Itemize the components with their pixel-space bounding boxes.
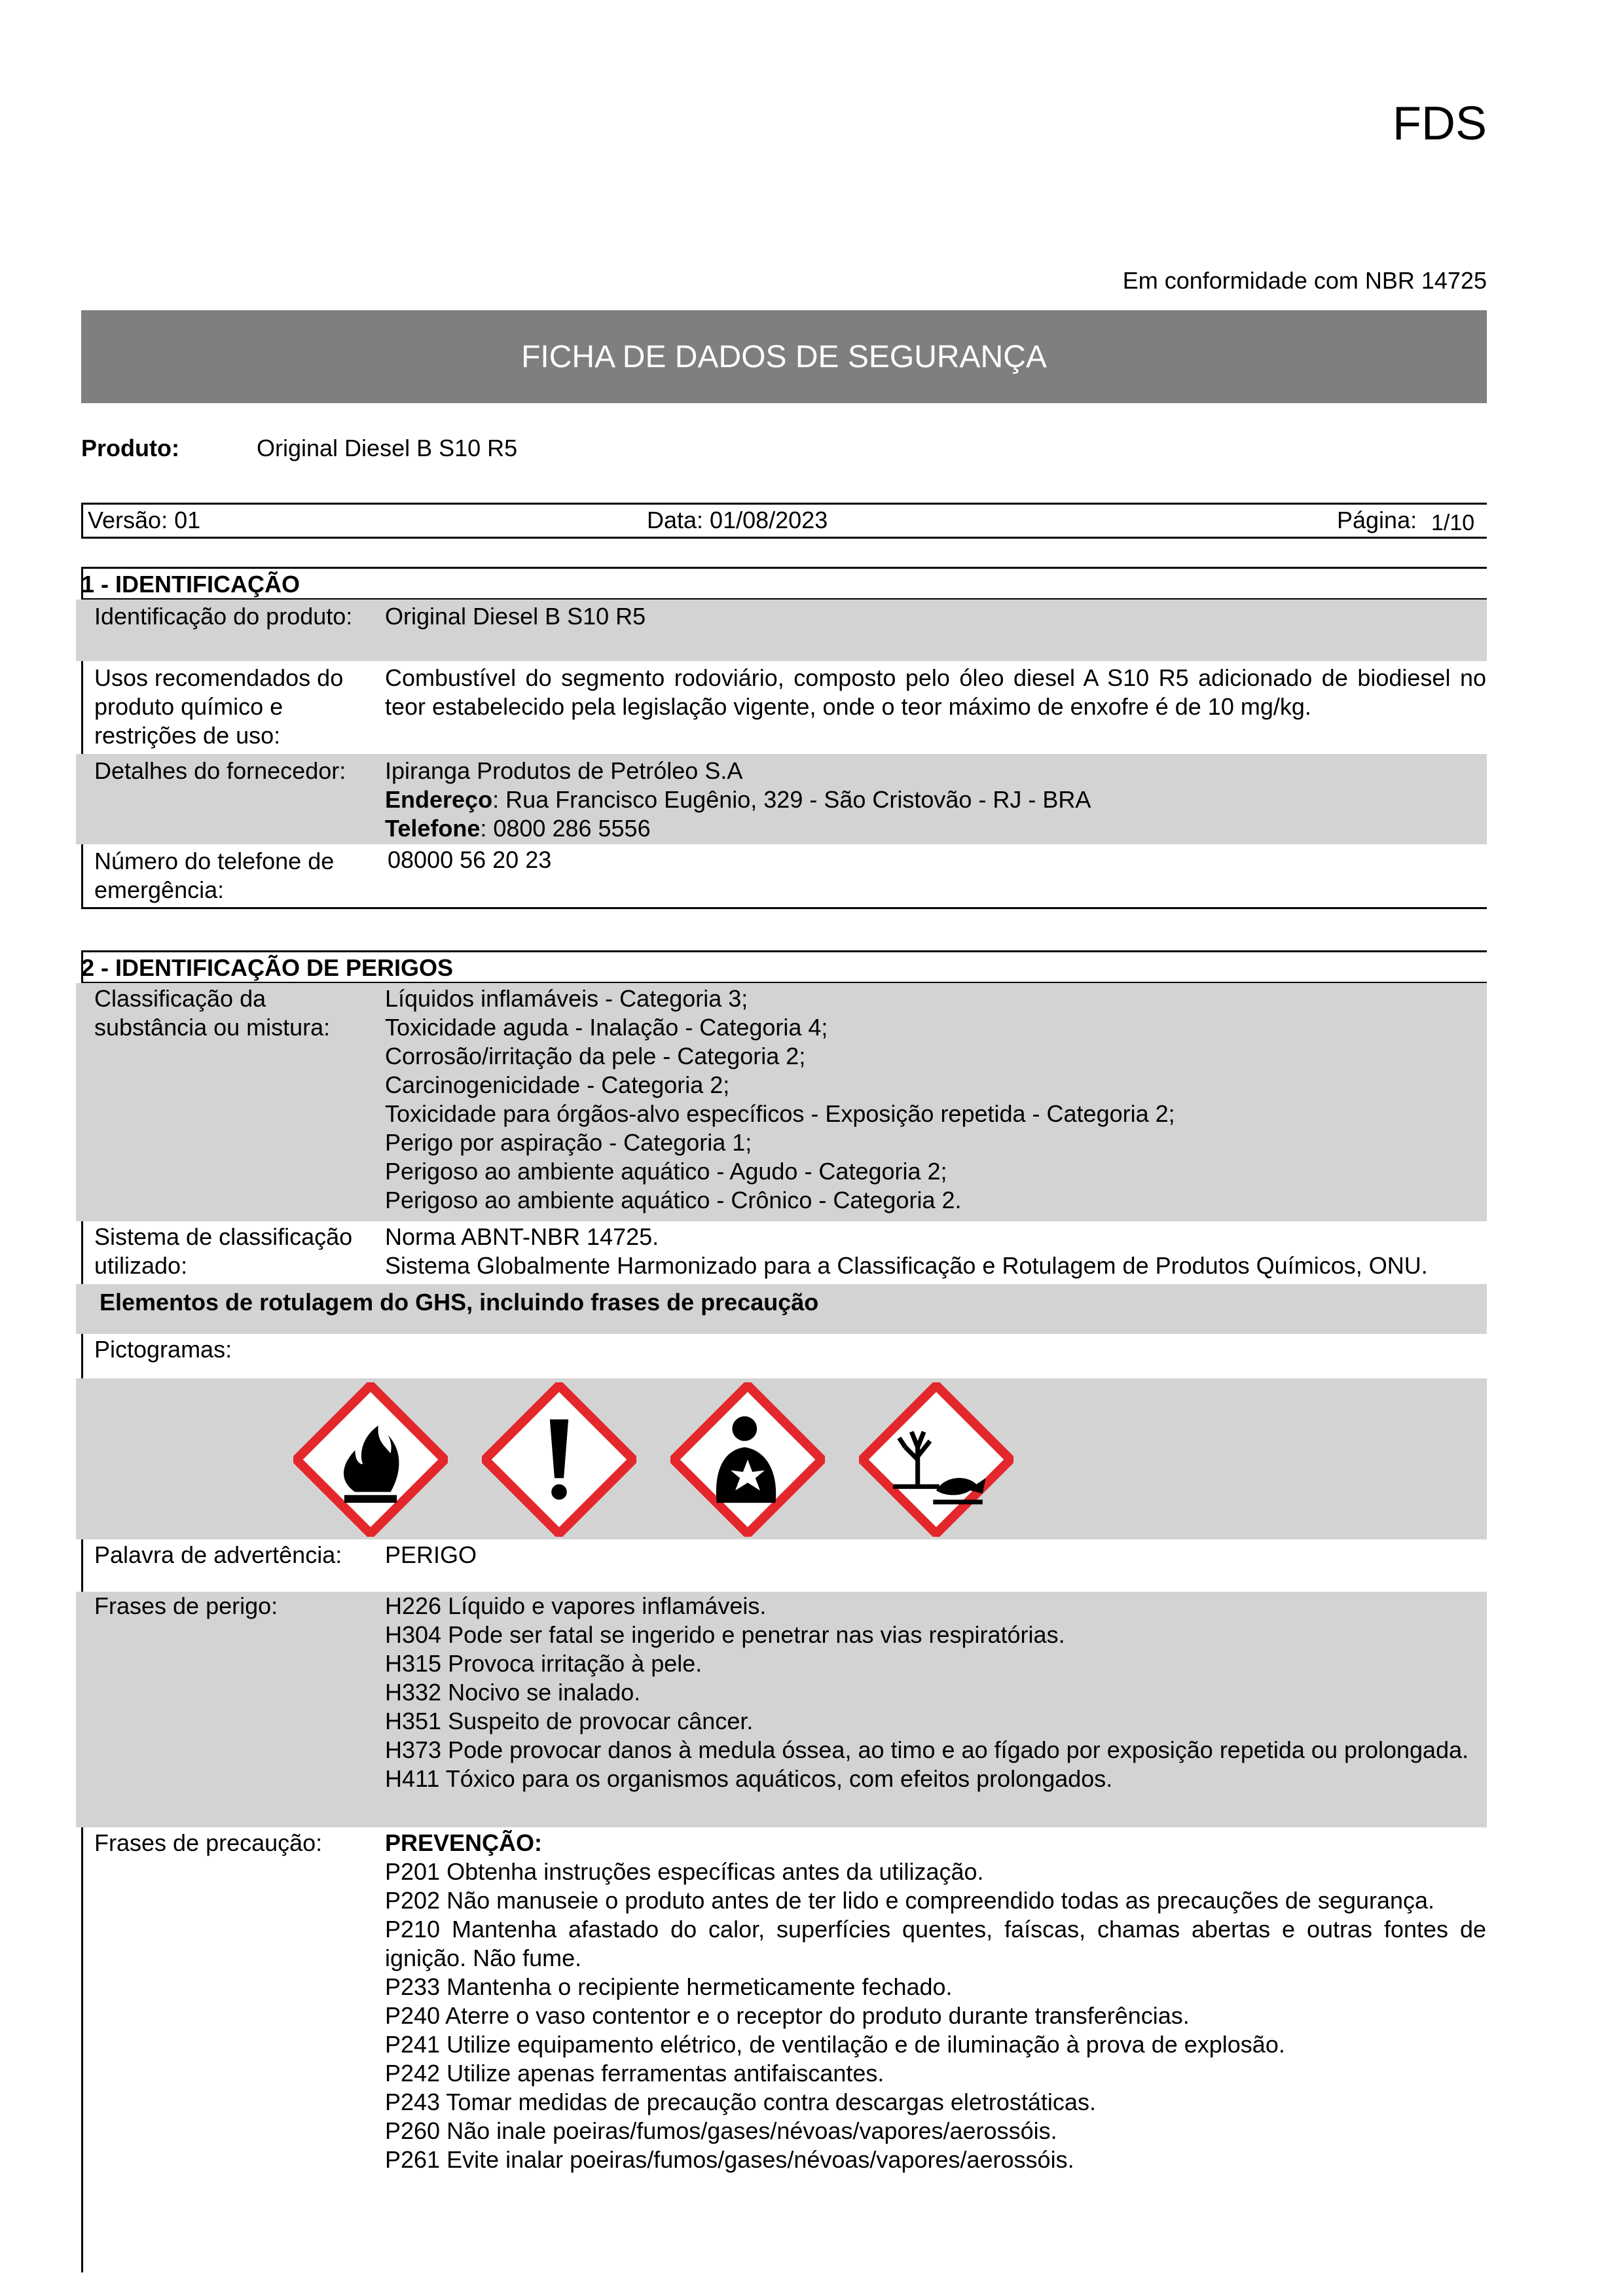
section1-top-rule [81, 567, 1487, 569]
classification-item: Toxicidade aguda - Inalação - Categoria 4; [385, 1014, 828, 1041]
hazard-statement: H226 Líquido e vapores inflamáveis. [385, 1592, 767, 1619]
precautionary-statement: P233 Mantenha o recipiente hermeticamente fechado. [385, 1973, 953, 2000]
emergency-label: Número do telefone de emergência: [94, 848, 335, 903]
uses-value: Combustível do segmento rodoviário, composto pelo óleo diesel A S10 R5 adicionado de biodiesel no teor estabelecido pela legislação vigente, onde o teor máximo de enxofre é de 10 mg/kg. [385, 664, 1486, 720]
phone-label: Telefone [385, 815, 481, 842]
precautionary-statement: P261 Evite inalar poeiras/fumos/gases/névoas/vapores/aerossóis. [385, 2146, 1074, 2173]
system-label: Sistema de classificação utilizado: [94, 1223, 353, 1279]
precautionary-statement: P242 Utilize apenas ferramentas antifaiscantes. [385, 2060, 884, 2087]
uses-label: Usos recomendados do produto químico e restrições de uso: [94, 664, 344, 749]
precautionary-statement: P210 Mantenha afastado do calor, superfícies quentes, faíscas, chamas abertas e outras fontes de ignição. Não fume. [385, 1916, 1486, 1971]
row-precautionary [76, 1827, 1487, 2194]
doc-code: FDS [1393, 98, 1487, 150]
precautionary-statement: P201 Obtenha instruções específicas antes da utilização. [385, 1858, 984, 1885]
row-supplier [76, 754, 1487, 844]
precautionary-statement: P202 Não manuseie o produto antes de ter lido e compreendido todas as precauções de segurança. [385, 1887, 1435, 1914]
supplier-phone: Telefone: 0800 286 5556 [385, 815, 651, 842]
hazard-statements-label: Frases de perigo: [94, 1592, 278, 1619]
classification-item: Perigoso ao ambiente aquático - Crônico - Categoria 2. [385, 1187, 962, 1213]
row-hazard-statements [76, 1592, 1487, 1827]
hazard-statements-list [385, 1592, 1486, 1793]
precautionary-statement: P241 Utilize equipamento elétrico, de ventilação e de iluminação à prova de explosão. [385, 2031, 1285, 2058]
precautionary-label: Frases de precaução: [94, 1829, 323, 1856]
row-uses [76, 661, 1487, 754]
hazard-statement: H304 Pode ser fatal se ingerido e penetrar nas vias respiratórias. [385, 1621, 1065, 1648]
product-name: Original Diesel B S10 R5 [257, 435, 518, 461]
row-signal-word [76, 1539, 1487, 1592]
precautionary-statement: P240 Aterre o vaso contentor e o receptor do produto durante transferências. [385, 2002, 1190, 2029]
system-list [385, 1223, 1486, 1280]
row-emergency [76, 844, 1487, 907]
hazard-statement: H332 Nocivo se inalado. [385, 1679, 641, 1706]
classification-item: Perigoso ao ambiente aquático - Agudo - Categoria 2; [385, 1158, 947, 1185]
meta-left-rule [81, 503, 83, 538]
system-item: Sistema Globalmente Harmonizado para a Classificação e Rotulagem de Produtos Químicos, ONU. [385, 1252, 1428, 1279]
row-classification [76, 983, 1487, 1221]
supplier-address: Endereço: Rua Francisco Eugênio, 329 - São Cristovão - RJ - BRA [385, 786, 1091, 813]
page-label: Página: [1337, 507, 1417, 533]
health-hazard-icon [670, 1382, 825, 1537]
section2-top-rule [81, 950, 1487, 952]
section1-bottom-rule [81, 907, 1487, 909]
environment-icon [859, 1382, 1013, 1537]
page-number: 1/10 [1431, 511, 1475, 535]
signal-word-value: PERIGO [385, 1541, 477, 1568]
supplier-label: Detalhes do fornecedor: [94, 757, 346, 784]
exclamation-mark-icon [482, 1382, 636, 1537]
hazard-statement: H373 Pode provocar danos à medula óssea, ao timo e ao fígado por exposição repetida ou prolongada. [385, 1736, 1469, 1763]
version: Versão: 01 [88, 507, 201, 533]
section1-title: 1 - IDENTIFICAÇÃO [81, 571, 301, 598]
signal-word-label: Palavra de advertência: [94, 1541, 342, 1568]
hazard-statement: H315 Provoca irritação à pele. [385, 1650, 702, 1677]
hazard-statement: H411 Tóxico para os organismos aquáticos, com efeitos prolongados. [385, 1765, 1113, 1792]
document-title: FICHA DE DADOS DE SEGURANÇA [521, 339, 1047, 374]
date: Data: 01/08/2023 [647, 507, 828, 533]
flame-icon [293, 1382, 448, 1537]
product-id-value: Original Diesel B S10 R5 [385, 603, 646, 630]
classification-item: Toxicidade para órgãos-alvo específicos - Exposição repetida - Categoria 2; [385, 1100, 1175, 1127]
supplier-company: Ipiranga Produtos de Petróleo S.A [385, 757, 743, 784]
row-classification-system [76, 1221, 1487, 1284]
prevention-heading: PREVENÇÃO: [385, 1829, 543, 1856]
classification-item: Líquidos inflamáveis - Categoria 3; [385, 985, 748, 1012]
system-item: Norma ABNT-NBR 14725. [385, 1223, 659, 1250]
ghs-heading-row [76, 1284, 1487, 1334]
product-id-label: Identificação do produto: [94, 603, 353, 630]
precautionary-statement: P243 Tomar medidas de precaução contra descargas eletrostáticas. [385, 2089, 1096, 2115]
meta-bottom-rule [81, 537, 1487, 539]
hazard-statement: H351 Suspeito de provocar câncer. [385, 1708, 754, 1734]
pictograms-label: Pictogramas: [94, 1336, 232, 1363]
row-product-id [76, 600, 1487, 661]
document-title-banner [81, 310, 1487, 403]
section2-title: 2 - IDENTIFICAÇÃO DE PERIGOS [81, 954, 454, 981]
classification-item: Corrosão/irritação da pele - Categoria 2; [385, 1043, 806, 1069]
address-label: Endereço [385, 786, 493, 813]
precautionary-statement: P260 Não inale poeiras/fumos/gases/névoas/vapores/aerossóis. [385, 2117, 1057, 2144]
conformity-note: Em conformidade com NBR 14725 [1122, 267, 1487, 294]
supplier-details [385, 757, 1486, 843]
meta-top-rule [81, 503, 1487, 505]
classification-label: Classificação da substância ou mistura: [94, 985, 331, 1041]
ghs-heading: Elementos de rotulagem do GHS, incluindo frases de precaução [100, 1289, 819, 1316]
classification-list [385, 984, 1486, 1215]
classification-item: Perigo por aspiração - Categoria 1; [385, 1129, 752, 1156]
precautionary-list [385, 1829, 1486, 2174]
emergency-phone: 08000 56 20 23 [388, 846, 552, 873]
product-label: Produto: [81, 435, 179, 461]
classification-item: Carcinogenicidade - Categoria 2; [385, 1071, 730, 1098]
